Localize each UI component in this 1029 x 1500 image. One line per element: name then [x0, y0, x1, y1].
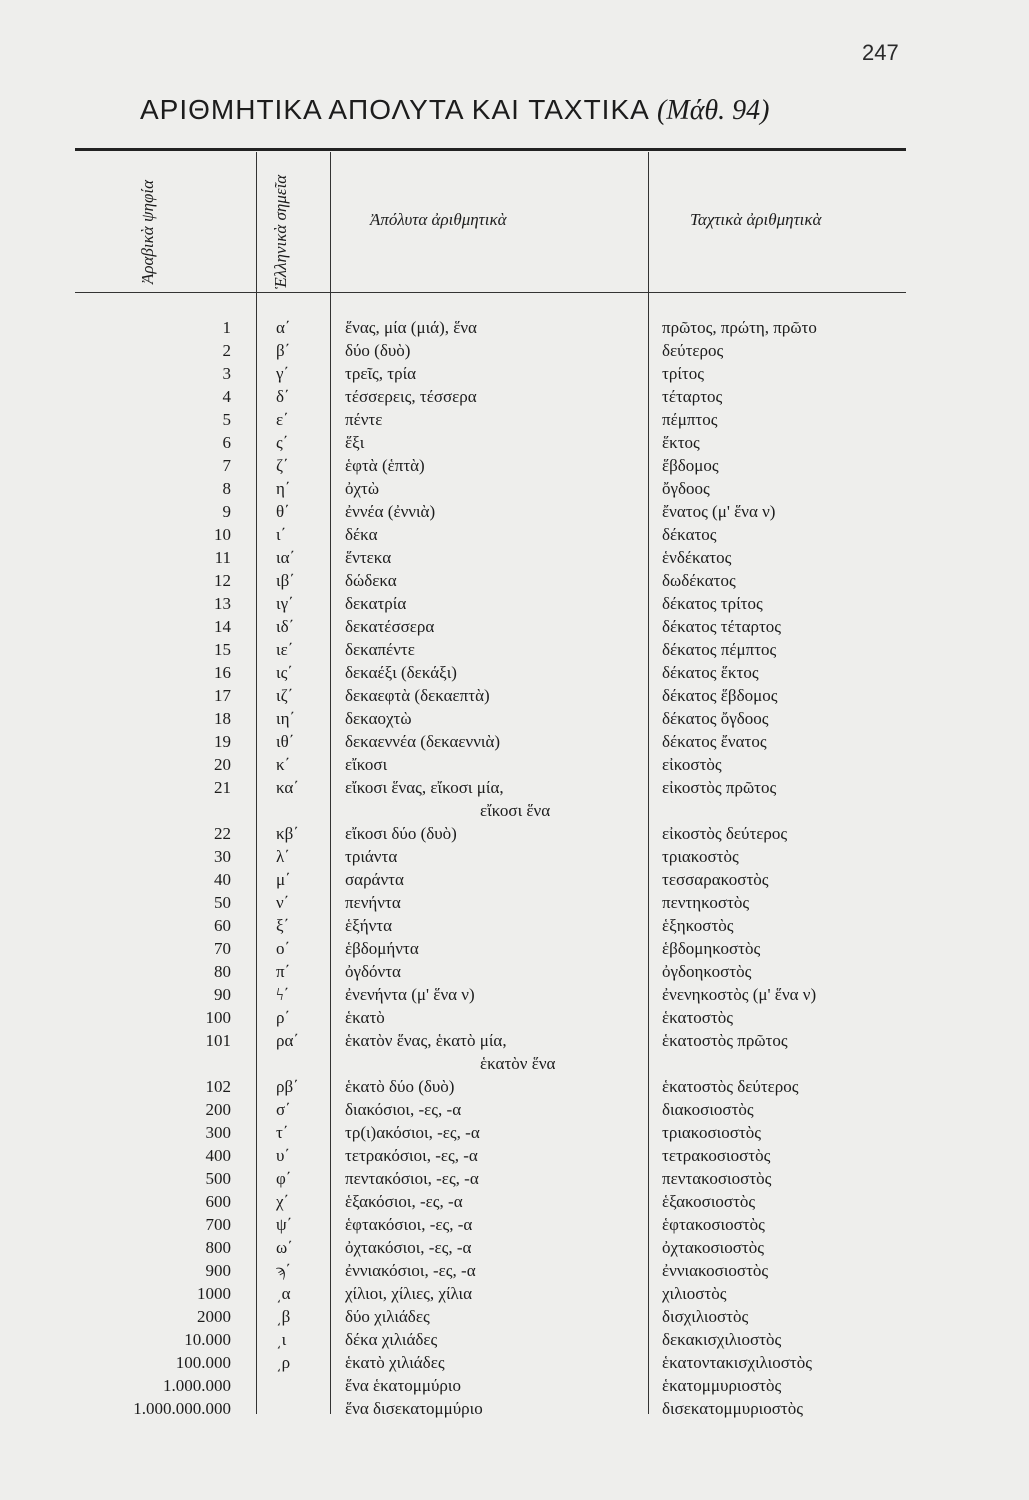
absolute-numeral-cell: δώδεκα [345, 571, 397, 590]
absolute-numeral-cell: δύο (δυὸ) [345, 341, 411, 360]
greek-sign-cell: ιζ΄ [276, 686, 294, 705]
table-row [0, 983, 1029, 1006]
header-arabic-digits: Ἀραβικὰ ψηφία [138, 179, 157, 285]
table-row [0, 316, 1029, 339]
arabic-digit-cell: 7 [222, 456, 231, 475]
table-row [0, 661, 1029, 684]
greek-sign-cell: ιβ΄ [276, 571, 295, 590]
arabic-digit-cell: 200 [205, 1100, 231, 1119]
ordinal-numeral-cell: ἑκατοστὸς πρῶτος [662, 1031, 788, 1050]
table-row [0, 362, 1029, 385]
arabic-digit-cell: 700 [205, 1215, 231, 1234]
ordinal-numeral-cell: δέκατος ὄγδοος [662, 709, 769, 728]
ordinal-numeral-cell: τέταρτος [662, 387, 723, 406]
arabic-digit-cell: 300 [205, 1123, 231, 1142]
absolute-numeral-cell: εἴκοσι [345, 755, 388, 774]
ordinal-numeral-cell: δέκατος ἔνατος [662, 732, 767, 751]
greek-sign-cell: τ΄ [276, 1123, 289, 1142]
absolute-numeral-cell: τριάντα [345, 847, 398, 866]
table-top-rule [75, 148, 906, 151]
ordinal-numeral-cell: εἰκοστὸς πρῶτος [662, 778, 777, 797]
table-row [0, 891, 1029, 914]
absolute-numeral-cell: δέκα χιλιάδες [345, 1330, 438, 1349]
ordinal-numeral-cell: εἰκοστὸς [662, 755, 722, 774]
greek-sign-cell: ιθ΄ [276, 732, 295, 751]
absolute-numeral-cell: ἑβδομήντα [345, 939, 419, 958]
ordinal-numeral-cell: ἑκατοστὸς δεύτερος [662, 1077, 799, 1096]
arabic-digit-cell: 1 [222, 318, 231, 337]
greek-sign-cell: β΄ [276, 341, 291, 360]
arabic-digit-cell: 30 [214, 847, 231, 866]
arabic-digit-cell: 14 [214, 617, 231, 636]
ordinal-numeral-cell: τετρακοσιοστὸς [662, 1146, 771, 1165]
arabic-digit-cell: 21 [214, 778, 231, 797]
absolute-numeral-cell: ὀχτακόσιοι, -ες, -α [345, 1238, 472, 1257]
table-row [0, 1167, 1029, 1190]
ordinal-numeral-cell: τριακοστὸς [662, 847, 739, 866]
table-row [0, 500, 1029, 523]
ordinal-numeral-cell: δισεκατομμυριοστὸς [662, 1399, 803, 1418]
table-row [0, 1121, 1029, 1144]
table-row [0, 569, 1029, 592]
arabic-digit-cell: 17 [214, 686, 231, 705]
table-row [0, 776, 1029, 822]
absolute-numeral-cell: ἑκατὸν ἕνας, ἑκατὸ μία, [345, 1031, 507, 1050]
table-row [0, 454, 1029, 477]
arabic-digit-cell: 900 [205, 1261, 231, 1280]
table-row [0, 546, 1029, 569]
page-title [140, 94, 769, 127]
ordinal-numeral-cell: ὀχτακοσιοστὸς [662, 1238, 764, 1257]
absolute-numeral-cell: ἐννέα (ἐννιὰ) [345, 502, 436, 521]
arabic-digit-cell: 2000 [197, 1307, 231, 1326]
absolute-numeral-cell: ὀγδόντα [345, 962, 401, 981]
ordinal-numeral-cell: εἰκοστὸς δεύτερος [662, 824, 788, 843]
table-row [0, 822, 1029, 845]
arabic-digit-cell: 13 [214, 594, 231, 613]
greek-sign-cell: ο΄ [276, 939, 291, 958]
arabic-digit-cell: 4 [222, 387, 231, 406]
arabic-digit-cell: 18 [214, 709, 231, 728]
ordinal-numeral-cell: ἑκατοστὸς [662, 1008, 734, 1027]
ordinal-numeral-cell: δέκατος [662, 525, 717, 544]
absolute-numeral-continuation: ἑκατὸν ἕνα [480, 1054, 556, 1073]
arabic-digit-cell: 22 [214, 824, 231, 843]
greek-sign-cell: ιδ΄ [276, 617, 295, 636]
table-row [0, 684, 1029, 707]
absolute-numeral-cell: δεκαέξι (δεκάξι) [345, 663, 457, 682]
ordinal-numeral-cell: ἑνδέκατος [662, 548, 732, 567]
greek-sign-cell: ϡ΄ [276, 1261, 292, 1280]
greek-sign-cell: κβ΄ [276, 824, 299, 843]
arabic-digit-cell: 90 [214, 985, 231, 1004]
ordinal-numeral-cell: δεύτερος [662, 341, 724, 360]
table-row [0, 1006, 1029, 1029]
table-row [0, 408, 1029, 431]
table-row [0, 1029, 1029, 1075]
arabic-digit-cell: 80 [214, 962, 231, 981]
arabic-digit-cell: 102 [205, 1077, 231, 1096]
absolute-numeral-cell: ἑξακόσιοι, -ες, -α [345, 1192, 463, 1211]
ordinal-numeral-cell: ἔνατος (μ' ἕνα ν) [662, 502, 776, 521]
absolute-numeral-cell: τέσσερεις, τέσσερα [345, 387, 477, 406]
greek-sign-cell: λ΄ [276, 847, 290, 866]
absolute-numeral-cell: ἑκατὸ δύο (δυὸ) [345, 1077, 455, 1096]
ordinal-numeral-cell: ἕκτος [662, 433, 700, 452]
arabic-digit-cell: 800 [205, 1238, 231, 1257]
absolute-numeral-cell: δεκαεννέα (δεκαεννιὰ) [345, 732, 501, 751]
greek-sign-cell: ͵β [276, 1307, 291, 1326]
absolute-numeral-cell: δέκα [345, 525, 378, 544]
greek-sign-cell: ν΄ [276, 893, 290, 912]
ordinal-numeral-cell: τρίτος [662, 364, 704, 383]
greek-sign-cell: ω΄ [276, 1238, 293, 1257]
arabic-digit-cell: 1.000.000.000 [133, 1399, 231, 1418]
table-row [0, 1098, 1029, 1121]
greek-sign-cell: ς΄ [276, 433, 289, 452]
table-row [0, 937, 1029, 960]
absolute-numeral-cell: δεκατέσσερα [345, 617, 435, 636]
ordinal-numeral-cell: ὄγδοος [662, 479, 710, 498]
arabic-digit-cell: 5 [222, 410, 231, 429]
arabic-digit-cell: 101 [205, 1031, 231, 1050]
greek-sign-cell: θ΄ [276, 502, 290, 521]
arabic-digit-cell: 19 [214, 732, 231, 751]
greek-sign-cell: ι΄ [276, 525, 287, 544]
arabic-digit-cell: 70 [214, 939, 231, 958]
table-row [0, 638, 1029, 661]
table-row [0, 753, 1029, 776]
ordinal-numeral-cell: ἐνενηκοστὸς (μ' ἕνα ν) [662, 985, 817, 1004]
table-row [0, 1397, 1029, 1420]
table-row [0, 477, 1029, 500]
greek-sign-cell: ζ΄ [276, 456, 289, 475]
table-row [0, 615, 1029, 638]
table-row [0, 1075, 1029, 1098]
ordinal-numeral-cell: ἑξηκοστὸς [662, 916, 734, 935]
arabic-digit-cell: 50 [214, 893, 231, 912]
absolute-numeral-cell: ὀχτὼ [345, 479, 380, 498]
arabic-digit-cell: 12 [214, 571, 231, 590]
greek-sign-cell: μ΄ [276, 870, 291, 889]
ordinal-numeral-cell: δισχιλιοστὸς [662, 1307, 749, 1326]
table-row [0, 914, 1029, 937]
arabic-digit-cell: 1000 [197, 1284, 231, 1303]
absolute-numeral-cell: τρεῖς, τρία [345, 364, 417, 383]
greek-sign-cell: γ΄ [276, 364, 290, 383]
table-row [0, 1236, 1029, 1259]
absolute-numeral-cell: ἑφτακόσιοι, -ες, -α [345, 1215, 473, 1234]
ordinal-numeral-cell: ἑφτακοσιοστὸς [662, 1215, 765, 1234]
ordinal-numeral-cell: δωδέκατος [662, 571, 736, 590]
table-row [0, 730, 1029, 753]
greek-sign-cell: ξ΄ [276, 916, 290, 935]
table-row [0, 1351, 1029, 1374]
absolute-numeral-continuation: εἴκοσι ἕνα [480, 801, 551, 820]
ordinal-numeral-cell: πεντηκοστὸς [662, 893, 750, 912]
table-row [0, 707, 1029, 730]
absolute-numeral-cell: ἑκατὸ [345, 1008, 385, 1027]
ordinal-numeral-cell: ἐννιακοσιοστὸς [662, 1261, 769, 1280]
absolute-numeral-cell: δεκατρία [345, 594, 407, 613]
ordinal-numeral-cell: πρῶτος, πρώτη, πρῶτο [662, 318, 817, 337]
arabic-digit-cell: 2 [222, 341, 231, 360]
arabic-digit-cell: 1.000.000 [163, 1376, 231, 1395]
absolute-numeral-cell: πενήντα [345, 893, 401, 912]
arabic-digit-cell: 9 [222, 502, 231, 521]
absolute-numeral-cell: δύο χιλιάδες [345, 1307, 430, 1326]
arabic-digit-cell: 10.000 [184, 1330, 231, 1349]
ordinal-numeral-cell: ἑκατομμυριοστὸς [662, 1376, 782, 1395]
table-row [0, 845, 1029, 868]
greek-sign-cell: ιγ΄ [276, 594, 294, 613]
arabic-digit-cell: 20 [214, 755, 231, 774]
absolute-numeral-cell: ἕξι [345, 433, 365, 452]
title-main: ΑΡΙΘΜΗΤΙΚΑ ΑΠΟΛΥΤΑ ΚΑΙ ΤΑΧΤΙΚΑ [140, 94, 649, 125]
table-row [0, 960, 1029, 983]
header-absolute-numerals: Ἀπόλυτα ἀριθμητικὰ [370, 210, 507, 229]
greek-sign-cell: σ΄ [276, 1100, 291, 1119]
absolute-numeral-cell: πέντε [345, 410, 383, 429]
arabic-digit-cell: 600 [205, 1192, 231, 1211]
absolute-numeral-cell: χίλιοι, χίλιες, χίλια [345, 1284, 473, 1303]
greek-sign-cell: δ΄ [276, 387, 290, 406]
ordinal-numeral-cell: τεσσαρακοστὸς [662, 870, 769, 889]
greek-sign-cell: ͵ι [276, 1330, 287, 1349]
absolute-numeral-cell: δεκαοχτὼ [345, 709, 412, 728]
absolute-numeral-cell: ἕντεκα [345, 548, 392, 567]
ordinal-numeral-cell: ἕβδομος [662, 456, 719, 475]
ordinal-numeral-cell: ἑβδομηκοστὸς [662, 939, 761, 958]
table-row [0, 1305, 1029, 1328]
ordinal-numeral-cell: δέκατος ἕβδομος [662, 686, 778, 705]
absolute-numeral-cell: ἑξήντα [345, 916, 393, 935]
arabic-digit-cell: 8 [222, 479, 231, 498]
ordinal-numeral-cell: δέκατος τέταρτος [662, 617, 782, 636]
absolute-numeral-cell: σαράντα [345, 870, 404, 889]
table-row [0, 592, 1029, 615]
greek-sign-cell: ια΄ [276, 548, 296, 567]
absolute-numeral-cell: τρ(ι)ακόσιοι, -ες, -α [345, 1123, 480, 1142]
arabic-digit-cell: 11 [214, 548, 231, 567]
ordinal-numeral-cell: τριακοσιοστὸς [662, 1123, 761, 1142]
arabic-digit-cell: 15 [214, 640, 231, 659]
greek-sign-cell: π΄ [276, 962, 291, 981]
arabic-digit-cell: 60 [214, 916, 231, 935]
arabic-digit-cell: 16 [214, 663, 231, 682]
ordinal-numeral-cell: δέκατος ἕκτος [662, 663, 759, 682]
arabic-digit-cell: 400 [205, 1146, 231, 1165]
greek-sign-cell: ε΄ [276, 410, 289, 429]
absolute-numeral-cell: εἴκοσι ἕνας, εἴκοσι μία, [345, 778, 504, 797]
greek-sign-cell: ρ΄ [276, 1008, 291, 1027]
absolute-numeral-cell: πεντακόσιοι, -ες, -α [345, 1169, 479, 1188]
title-reference: (Μάθ. 94) [657, 95, 770, 126]
ordinal-numeral-cell: χιλιοστὸς [662, 1284, 727, 1303]
greek-sign-cell: ρβ΄ [276, 1077, 299, 1096]
greek-sign-cell: ͵ρ [276, 1353, 291, 1372]
arabic-digit-cell: 500 [205, 1169, 231, 1188]
table-header-rule [75, 292, 906, 293]
greek-sign-cell: ρα΄ [276, 1031, 300, 1050]
table-row [0, 339, 1029, 362]
arabic-digit-cell: 6 [222, 433, 231, 452]
ordinal-numeral-cell: δεκακισχιλιοστὸς [662, 1330, 782, 1349]
greek-sign-cell: ϟ΄ [276, 985, 290, 1004]
absolute-numeral-cell: ἕνας, μία (μιά), ἕνα [345, 318, 477, 337]
ordinal-numeral-cell: ὀγδοηκοστὸς [662, 962, 752, 981]
greek-sign-cell: ις΄ [276, 663, 293, 682]
ordinal-numeral-cell: δέκατος τρίτος [662, 594, 763, 613]
ordinal-numeral-cell: δέκατος πέμπτος [662, 640, 777, 659]
table-row [0, 1374, 1029, 1397]
ordinal-numeral-cell: πέμπτος [662, 410, 718, 429]
greek-sign-cell: υ΄ [276, 1146, 291, 1165]
greek-sign-cell: ιη΄ [276, 709, 296, 728]
absolute-numeral-cell: ἑκατὸ χιλιάδες [345, 1353, 445, 1372]
greek-sign-cell: α΄ [276, 318, 291, 337]
greek-sign-cell: φ΄ [276, 1169, 292, 1188]
table-row [0, 431, 1029, 454]
header-ordinal-numerals: Ταχτικὰ ἀριθμητικὰ [690, 210, 822, 229]
greek-sign-cell: η΄ [276, 479, 291, 498]
greek-sign-cell: κα΄ [276, 778, 299, 797]
ordinal-numeral-cell: ἑκατοντακισχιλιοστὸς [662, 1353, 812, 1372]
absolute-numeral-cell: εἴκοσι δύο (δυὸ) [345, 824, 457, 843]
table-row [0, 385, 1029, 408]
greek-sign-cell: χ΄ [276, 1192, 290, 1211]
table-row [0, 868, 1029, 891]
greek-sign-cell: ιε΄ [276, 640, 294, 659]
absolute-numeral-cell: δεκαπέντε [345, 640, 415, 659]
absolute-numeral-cell: ἕνα δισεκατομμύριο [345, 1399, 483, 1418]
header-greek-signs: Ἑλληνικὰ σημεῖα [271, 174, 290, 290]
absolute-numeral-cell: ἐνενήντα (μ' ἕνα ν) [345, 985, 475, 1004]
page-number: 247 [862, 40, 899, 65]
table-row [0, 1213, 1029, 1236]
absolute-numeral-cell: ἕνα ἑκατομμύριο [345, 1376, 461, 1395]
table-row [0, 1190, 1029, 1213]
ordinal-numeral-cell: διακοσιοστὸς [662, 1100, 754, 1119]
arabic-digit-cell: 40 [214, 870, 231, 889]
greek-sign-cell: ψ΄ [276, 1215, 293, 1234]
greek-sign-cell: ͵α [276, 1284, 291, 1303]
absolute-numeral-cell: δεκαεφτὰ (δεκαεπτὰ) [345, 686, 490, 705]
table-row [0, 1282, 1029, 1305]
table-row [0, 1144, 1029, 1167]
ordinal-numeral-cell: πεντακοσιοστὸς [662, 1169, 772, 1188]
absolute-numeral-cell: διακόσιοι, -ες, -α [345, 1100, 462, 1119]
table-row [0, 1259, 1029, 1282]
absolute-numeral-cell: ἐννιακόσιοι, -ες, -α [345, 1261, 476, 1280]
absolute-numeral-cell: ἑφτὰ (ἑπτὰ) [345, 456, 425, 475]
table-row [0, 523, 1029, 546]
absolute-numeral-cell: τετρακόσιοι, -ες, -α [345, 1146, 478, 1165]
ordinal-numeral-cell: ἑξακοσιοστὸς [662, 1192, 756, 1211]
arabic-digit-cell: 100.000 [175, 1353, 231, 1372]
arabic-digit-cell: 100 [205, 1008, 231, 1027]
greek-sign-cell: κ΄ [276, 755, 291, 774]
arabic-digit-cell: 3 [222, 364, 231, 383]
arabic-digit-cell: 10 [214, 525, 231, 544]
table-row [0, 1328, 1029, 1351]
numerals-table-body [0, 316, 1029, 1420]
